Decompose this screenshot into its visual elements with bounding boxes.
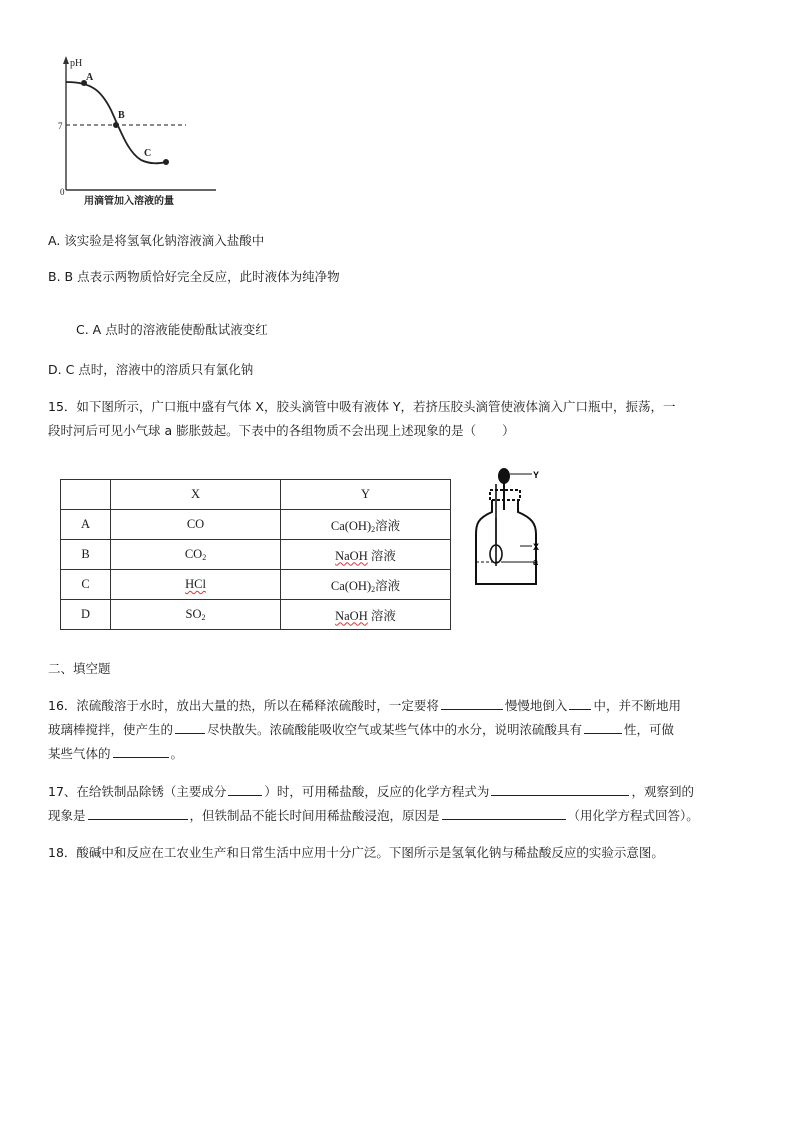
label-x: X (533, 542, 540, 552)
q16-line-2: 玻璃棒搅拌，使产生的 尽快散失。浓硫酸能吸收空气或某些气体中的水分，说明浓硫酸具有 性，可做 (48, 722, 675, 737)
point-c-label: C (144, 148, 152, 159)
origin-label: 0 (60, 187, 65, 197)
q16-line-3: 某些气体的 。 (48, 746, 184, 761)
option-a: A. 该实验是将氢氧化钠溶液滴入盐酸中 (48, 233, 265, 248)
cell-x: $CO_2$ (111, 540, 281, 570)
label-a: a (533, 557, 539, 567)
answer-blank[interactable] (584, 720, 622, 734)
table-cell (61, 480, 111, 510)
row-label: B (61, 540, 111, 570)
option-d: D. C 点时，溶液中的溶质只有氯化钠 (48, 362, 254, 377)
x-axis-label: 用滴管加入溶液的量 (84, 196, 174, 207)
point-a-label: A (86, 72, 94, 83)
cell-y: NaOH 溶液 (281, 600, 451, 630)
header-y: Y (281, 480, 451, 510)
cell-y: $Ca(OH)_2$溶液 (281, 570, 451, 600)
answer-blank[interactable] (442, 806, 566, 820)
answer-blank[interactable] (113, 744, 169, 758)
answer-blank[interactable] (441, 696, 503, 710)
row-label: D (61, 600, 111, 630)
table-row (61, 600, 451, 630)
q15-line-2: 段时河后可见小气球 a 膨胀鼓起。下表中的各组物质不会出现上述现象的是（ ） (48, 423, 515, 438)
answer-blank[interactable] (491, 782, 629, 796)
row-label: A (61, 510, 111, 540)
q15-line-1: 15．如下图所示，广口瓶中盛有气体 X，胶头滴管中吸有液体 Y，若挤压胶头滴管使液体滴入广口瓶中，振荡，一 (48, 399, 676, 414)
cell-y: $Ca(OH)_2$溶液 (281, 510, 451, 540)
answer-blank[interactable] (228, 782, 262, 796)
answer-blank[interactable] (569, 696, 591, 710)
q17-line-2: 现象是 ，但铁制品不能长时间用稀盐酸浸泡，原因是 （用化学方程式回答）。 (48, 808, 699, 823)
ph-curve-graph (56, 52, 226, 210)
cell-y: NaOH 溶液 (281, 540, 451, 570)
option-c: C. A 点时的溶液能使酚酞试液变红 (76, 322, 268, 337)
cell-x: $SO_2$ (111, 600, 281, 630)
table-header-row (61, 480, 451, 510)
q18-line: 18．酸碱中和反应在工农业生产和日常生活中应用十分广泛。下图所示是氢氧化钠与稀盐酸反应的实验示意图。 (48, 845, 664, 860)
label-y: Y (533, 470, 540, 480)
table-row (61, 510, 451, 540)
q16-line-1: 16．浓硫酸溶于水时，放出大量的热，所以在稀释浓硫酸时，一定要将 慢慢地倒入 中，并不断地用 (48, 698, 681, 713)
q17-line-1: 17、在给铁制品除锈（主要成分 ）时，可用稀盐酸，反应的化学方程式为 ，观察到的 (48, 784, 694, 799)
row-label: C (61, 570, 111, 600)
option-b: B. B 点表示两物质恰好完全反应，此时液体为纯净物 (48, 269, 340, 284)
bottle-apparatus-figure (470, 466, 550, 590)
section-title: 二、填空题 (48, 661, 111, 676)
cell-x: HCl (111, 570, 281, 600)
ph-seven-label: 7 (58, 121, 63, 131)
point-b-label: B (118, 110, 125, 121)
cell-x: CO (111, 510, 281, 540)
y-axis-label: pH (70, 58, 83, 69)
table-row (61, 570, 451, 600)
table-row (61, 540, 451, 570)
header-x: X (111, 480, 281, 510)
answer-blank[interactable] (88, 806, 188, 820)
q15-table (60, 479, 451, 630)
answer-blank[interactable] (175, 720, 205, 734)
